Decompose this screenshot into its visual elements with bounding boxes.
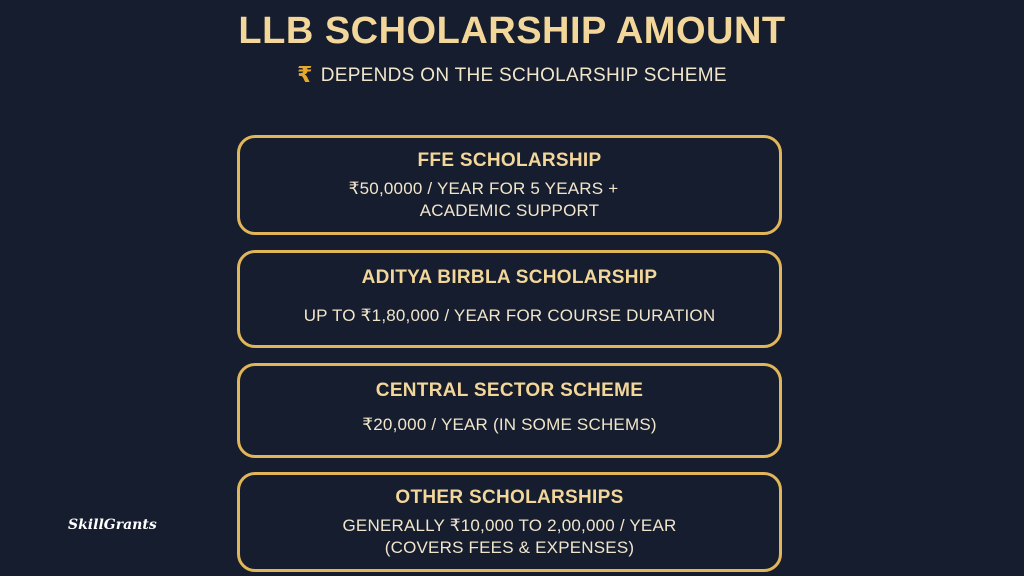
- card-detail-line: ₹20,000 / YEAR (IN SOME SCHEMS): [362, 415, 657, 434]
- subtitle-text: DEPENDS ON THE SCHOLARSHIP SCHEME: [320, 65, 727, 86]
- card-detail-line: ACADEMIC SUPPORT: [419, 201, 600, 220]
- scholarship-card-ffe: [237, 135, 782, 235]
- card-detail-line: (COVERS FEES & EXPENSES): [384, 538, 635, 557]
- card-title: FFE SCHOLARSHIP: [417, 150, 602, 171]
- rupee-icon: ₹: [297, 62, 313, 87]
- subtitle: [0, 62, 1024, 88]
- page-title: LLB SCHOLARSHIP AMOUNT: [238, 10, 786, 52]
- card-title: ADITYA BIRBLA SCHOLARSHIP: [361, 267, 658, 288]
- card-title: CENTRAL SECTOR SCHEME: [375, 380, 644, 401]
- card-detail-line: UP TO ₹1,80,000 / YEAR FOR COURSE DURATION: [303, 306, 716, 325]
- card-detail-line: GENERALLY ₹10,000 TO 2,00,000 / YEAR: [342, 516, 677, 535]
- card-detail: [240, 178, 779, 222]
- scholarship-card-aditya-birla: [237, 250, 782, 348]
- scholarship-card-other: [237, 472, 782, 572]
- card-detail: [240, 515, 779, 559]
- card-title: OTHER SCHOLARSHIPS: [395, 487, 624, 508]
- brand-watermark: SkillGrants: [68, 517, 157, 533]
- card-detail-line: ₹50,0000 / YEAR FOR 5 YEARS +: [348, 179, 619, 198]
- scholarship-card-central-sector: [237, 363, 782, 458]
